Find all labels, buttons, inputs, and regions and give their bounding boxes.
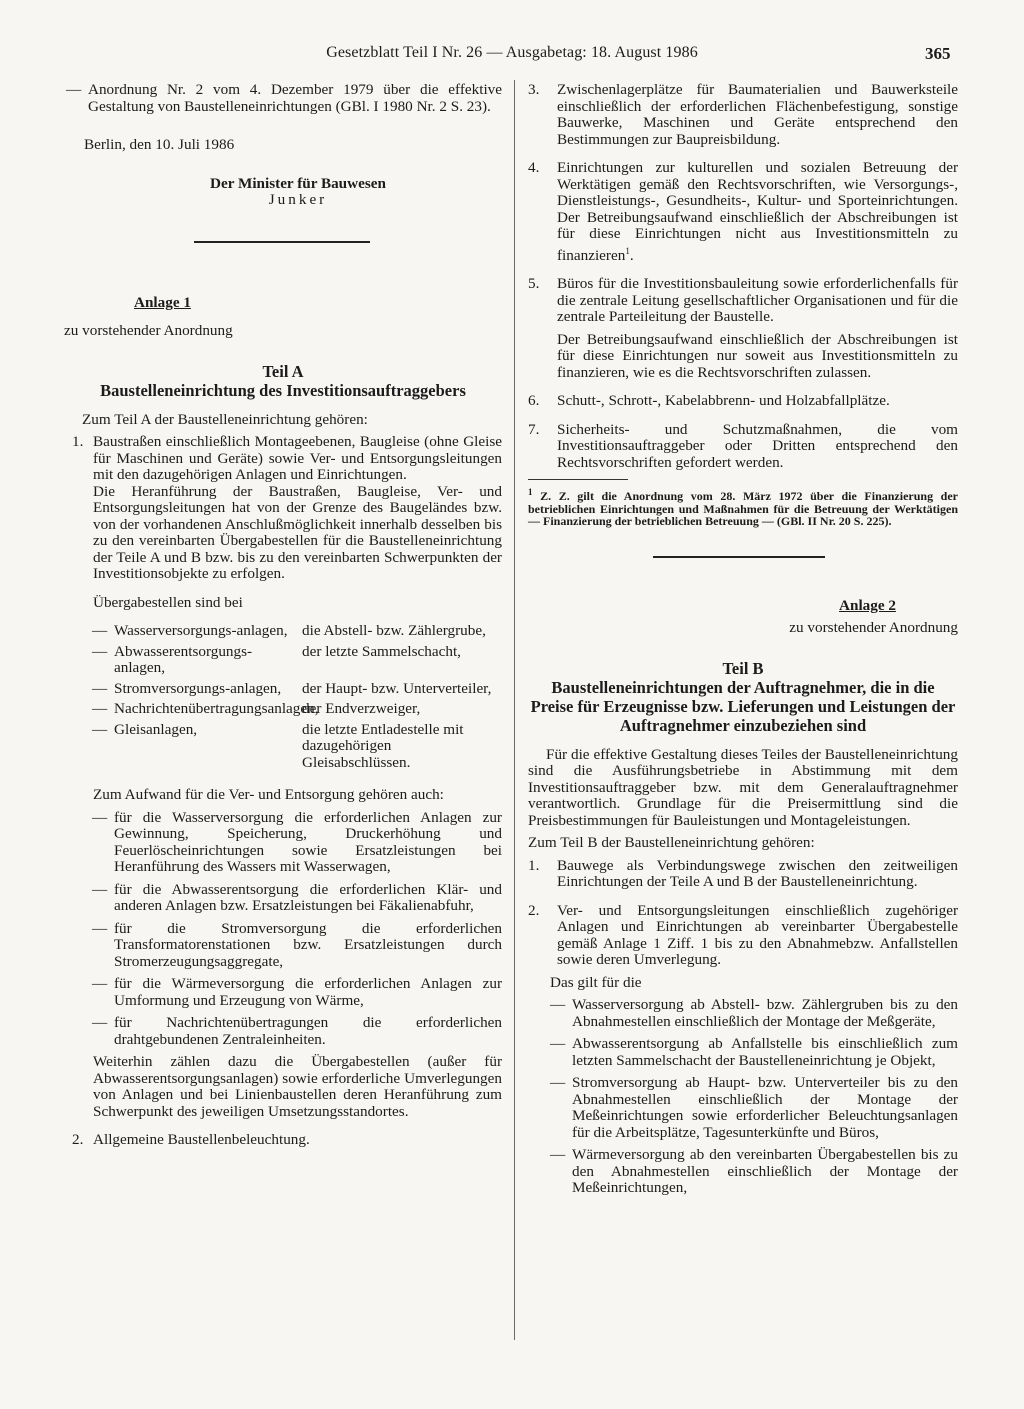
part-a-intro: Zum Teil A der Baustelleneinrichtung gehören: — [82, 410, 368, 428]
handover-point: die Abstell- bzw. Zählergrube, — [302, 622, 486, 639]
applies-intro: Das gilt für die — [550, 973, 642, 991]
handover-facility: Wasserversorgungs-anlagen, — [114, 622, 288, 639]
part-b-item-1: 1. Bauwege als Verbindungswege zwischen den zeitweiligen Einrichtungen der Teile A und B der Baustelleneinrichtung. — [528, 856, 958, 891]
applies-list — [528, 997, 958, 1197]
part-a-item-7: 7. Sicherheits- und Schutzmaßnahmen, die vom Investitionsauftraggeber oder Dritten entsprechend den Rechtsvorschriften gefordert werden. — [528, 420, 958, 471]
part-a-item-1 — [64, 434, 502, 583]
left-column — [64, 82, 502, 1149]
part-b-item-2: 2. Ver- und Entsorgungsleitungen einschließlich zugehöriger Anlagen und Einrichtungen ab vereinbarter Übergabestelle gemäß Anlage 1 Ziff. 1 bis zu den Abnahmebzw. Anfallstellen sowie deren Umverlegung. — [528, 901, 958, 969]
effort-item: — für die Stromversorgung die erforderlichen Transformatorenstationen bzw. Ersatzleistungen durch Stromerzeugungsaggregate, — [92, 919, 502, 970]
further-text: Weiterhin zählen dazu die Übergabestellen (außer für Abwasserentsorgungsanlagen) sowie erforderliche Umverlegungen von Anlagen und bei Linienbaustellen deren Heranführung zum Schwerpunkt des jeweiligen Umsetzungsstandortes. — [93, 1053, 502, 1120]
part-a-item-5: 5. Büros für die Investitionsbauleitung sowie erforderlichenfalls für die zentrale Leitung gesellschaftlicher Organisationen und für die zentrale Parteileitung der Baustelle. Der Betreibungsaufwand einschließlich der Abschreibungen ist für diese Einrichtungen nur soweit aus Investitionsmitteln zu finanzieren, wie es die Rechtsvorschriften zulassen. — [528, 275, 958, 381]
part-b-intro: Zum Teil B der Baustelleneinrichtung gehören: — [528, 834, 815, 852]
right-column — [528, 82, 958, 1197]
handover-facility: Abwasserentsorgungs-anlagen, — [114, 642, 253, 676]
item-text-continued: Die Heranführung der Baustraßen, Baugleise, Ver- und Entsorgungsleitungen hat von der Grenze des Baugeländes bzw. von der vorhandenen Anschlußmöglichkeit innerhalb desselben bis zu den vereinbarten Übergabestellen für die Baustelleneinrichtung der Teile A und B bzw. bis zu den vereinbarten Schwerpunkten der Investitionsobjekte zu erfolgen. — [93, 482, 502, 582]
handover-facility: Nachrichtenübertragungsanlagen, — [114, 700, 319, 717]
handover-point: der Endverzweiger, — [302, 700, 421, 717]
part-a-item-6: 6. Schutt-, Schrott-, Kabelabbrenn- und Holzabfallplätze. — [528, 392, 890, 410]
annex1-subtitle: zu vorstehender Anordnung — [64, 322, 233, 339]
intro-item-text: Anordnung Nr. 2 vom 4. Dezember 1979 über die effektive Gestaltung von Baustelleneinrichtungen (GBl. I 1980 Nr. 2 S. 23). — [88, 81, 502, 115]
part-a-item-3: 3. Zwischenlagerplätze für Baumaterialien und Bauwerksteile einschließlich der erforderlichen Flächenbefestigung, sonstige Bauwerke, Maschinen und Geräte entsprechend den Bestimmungen zur Baupreisbildung. — [528, 81, 958, 148]
column-divider — [514, 80, 515, 1340]
effort-list — [64, 810, 502, 1049]
annex2-subtitle: zu vorstehender Anordnung — [789, 619, 958, 637]
item-text: Allgemeine Baustellenbeleuchtung. — [93, 1131, 310, 1148]
handover-row: — Stromversorgungs-anlagen, der Haupt- bzw. Unterverteiler, — [90, 681, 502, 698]
signatory-name: Junker — [268, 191, 328, 208]
effort-item: — für Nachrichtenübertragungen die erforderlichen drahtgebundenen Zentraleinheiten. — [92, 1014, 502, 1048]
item-number: 1. — [72, 433, 84, 450]
item5-continuation: Der Betreibungsaufwand einschließlich der Abschreibungen ist für diese Einrichtungen nur soweit aus Investitionsmitteln zu finanzieren, wie es die Rechtsvorschriften zulassen. — [557, 330, 958, 381]
publication-title: Gesetzblatt Teil I Nr. 26 — Ausgabetag: 18. August 1986 — [326, 44, 698, 61]
part-a-item-2 — [64, 1132, 502, 1149]
handover-table — [90, 623, 502, 771]
effort-item: — für die Abwasserentsorgung die erforderlichen Klär- und anderen Anlagen bzw. Ersatzleistungen bei Fäkalienabfuhr, — [92, 880, 502, 914]
item-number: 2. — [72, 1131, 84, 1148]
page-number: 365 — [925, 44, 951, 63]
footnote: $^1$ Z. Z. gilt die Anordnung vom 28. März 1972 über die Finanzierung der betrieblichen Einrichtungen und Maßnahmen für die Betreuung der Werktätigen — Finanzierung der betrieblichen Betreuung — (GBl. II Nr. 20 S. 225). — [528, 487, 958, 529]
annex1-title: Anlage 1 — [134, 293, 191, 311]
dash-marker: — — [66, 81, 82, 98]
handover-row: — Abwasserentsorgungs-anlagen, der letzte Sammelschacht, — [90, 644, 502, 677]
handover-row: — Wasserversorgungs-anlagen, die Abstell- bzw. Zählergrube, — [90, 623, 502, 640]
handover-facility: Gleisanlagen, — [114, 720, 198, 738]
part-b-text: Für die effektive Gestaltung dieses Teiles der Baustelleneinrichtung sind die Ausführungsbetriebe in Abstimmung mit dem Investitionsauftraggeber bzw. mit dem Generalauftragnehmer verantwortlich. Grundlage für die Preisermittlung sind die Preisbestimmungen für Bauleistungen und Montageleistungen. — [528, 745, 958, 829]
part-b-title: Teil B — [722, 658, 764, 678]
handover-intro: Übergabestellen sind bei — [93, 593, 243, 611]
applies-item: — Wärmeversorgung ab den vereinbarten Übergabestellen bis zu den Abnahmestellen einschließlich der Montage der Meßeinrichtungen, — [550, 1146, 958, 1197]
effort-intro: Zum Aufwand für die Ver- und Entsorgung gehören auch: — [93, 786, 444, 803]
handover-facility: Stromversorgungs-anlagen, — [114, 679, 282, 697]
part-a-subtitle: Baustelleneinrichtung des Investitionsauftraggebers — [100, 380, 466, 400]
applies-item: — Wasserversorgung ab Abstell- bzw. Zählergruben bis zu den Abnahmestellen einschließlich der Montage der Meßgeräte, — [550, 996, 958, 1030]
effort-item: — für die Wärmeversorgung die erforderlichen Anlagen zur Umformung und Erzeugung von Wärme, — [92, 975, 502, 1009]
effort-item: — für die Wasserversorgung die erforderlichen Anlagen zur Gewinnung, Speicherung, Druckerhöhung und Feuerlöscheinrichtungen sowie Ersatzleistungen bei Heranführung des Wassers mit Wasserwagen, — [92, 808, 502, 875]
signatory-title: Der Minister für Bauwesen — [210, 174, 386, 192]
handover-point: der Haupt- bzw. Unterverteiler, — [302, 679, 492, 697]
place-date: Berlin, den 10. Juli 1986 — [84, 136, 235, 153]
part-a-item-4: 4. Einrichtungen zur kulturellen und sozialen Betreuung der Werktätigen gemäß den Rechtsvorschriften, wie Versorgungs-, Dienstleistungs-, Gesundheits-, Kultur- und Sporteinrichtungen. Der Betreibungsaufwand einschließlich der Abschreibungen ist für diese Einrichtungen nicht aus Investitionsmitteln zu finanzieren$^1$. — [528, 159, 958, 264]
footnote-ref: 1 — [625, 245, 630, 256]
applies-item: — Stromversorgung ab Haupt- bzw. Unterverteiler bis zu den Abnahmestellen einschließlich der Montage der Meßeinrichtungen sowie erforderlicher Beleuchtungsanlagen für die Arbeitsplätze, Tagesunterkünfte und Büros, — [550, 1074, 958, 1141]
handover-row: — Nachrichtenübertragungsanlagen, der Endverzweiger, — [90, 701, 502, 718]
handover-row: — Gleisanlagen, die letzte Entladestelle mit dazugehörigen Gleisabschlüssen. — [90, 722, 502, 772]
part-b-subtitle: Baustelleneinrichtungen der Auftragnehmer, die in die Preise für Erzeugnisse bzw. Lieferungen und Leistungen der Auftragnehmer einzubeziehen sind — [530, 677, 956, 735]
part-a-title: Teil A — [262, 361, 304, 381]
applies-item: — Abwasserentsorgung ab Anfallstelle bis einschließlich zum letzten Sammelschacht der Baustelleneinrichtung je Objekt, — [550, 1035, 958, 1069]
page-header — [0, 44, 1024, 68]
item-text: Baustraßen einschließlich Montageebenen, Baugleise (ohne Gleise für Maschinen und Geräte) sowie Ver- und Entsorgungsleitungen mit den dazugehörigen Anlagen und Einrichtungen. — [93, 433, 502, 483]
handover-point: die letzte Entladestelle mit dazugehörigen Gleisabschlüssen. — [302, 720, 464, 771]
intro-item — [64, 82, 502, 115]
handover-point: der letzte Sammelschacht, — [302, 642, 461, 660]
annex2-title: Anlage 2 — [839, 596, 896, 614]
